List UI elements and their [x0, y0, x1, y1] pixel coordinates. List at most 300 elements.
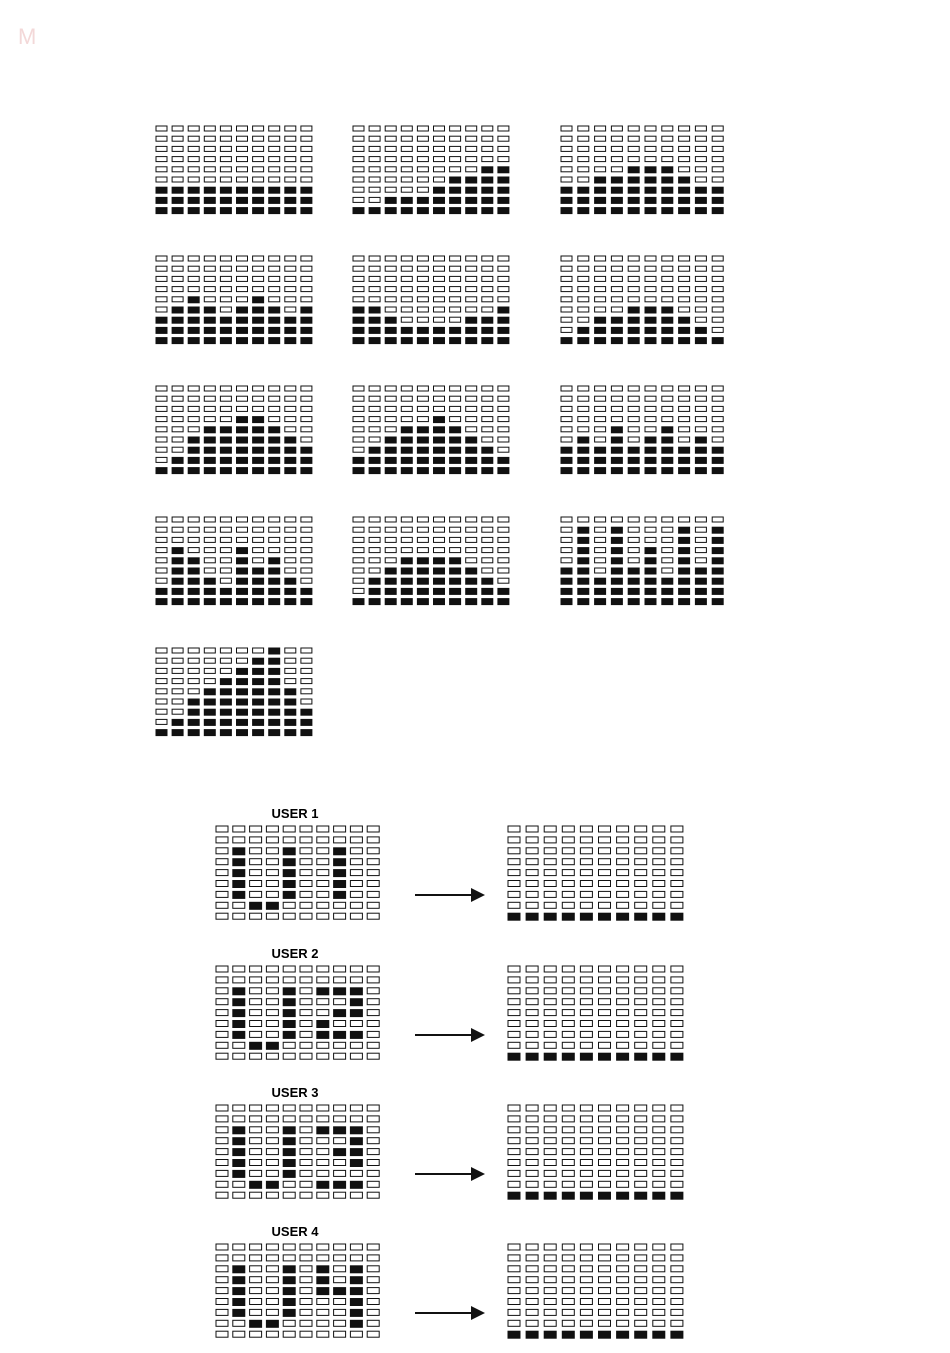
- led-cell-on: [578, 457, 589, 463]
- led-cell-off: [237, 648, 248, 653]
- led-cell-off: [434, 157, 445, 162]
- led-cell-off: [695, 157, 706, 162]
- led-cell-off: [695, 517, 706, 522]
- led-cell-off: [544, 1042, 556, 1048]
- led-cell-off: [266, 1138, 278, 1144]
- led-cell-off: [233, 966, 245, 972]
- led-cell-off: [617, 1266, 629, 1272]
- led-cell-on: [237, 468, 248, 474]
- led-cell-off: [679, 126, 690, 131]
- led-cell-off: [250, 988, 262, 994]
- led-cell-off: [466, 527, 477, 532]
- led-cell-off: [369, 386, 380, 391]
- led-cell-off: [561, 177, 572, 182]
- led-cell-on: [266, 1042, 278, 1049]
- led-cell-off: [317, 1309, 329, 1315]
- led-cell-on: [156, 468, 167, 474]
- led-cell-off: [653, 1010, 665, 1016]
- led-cell-off: [561, 417, 572, 422]
- led-cell-off: [353, 527, 364, 532]
- led-cell-off: [250, 1105, 262, 1111]
- led-cell-off: [220, 648, 231, 653]
- led-cell-off: [204, 386, 215, 391]
- led-cell-on: [301, 588, 312, 594]
- led-cell-on: [237, 668, 248, 674]
- led-cell-off: [317, 902, 329, 908]
- led-cell-off: [544, 1320, 556, 1326]
- led-cell-on: [595, 187, 606, 193]
- led-cell-off: [526, 1149, 538, 1155]
- led-cell-off: [562, 859, 574, 865]
- led-cell-off: [498, 386, 509, 391]
- led-cell-off: [578, 307, 589, 312]
- led-cell-on: [498, 327, 509, 333]
- led-cell-off: [450, 266, 461, 271]
- led-cell-on: [450, 177, 461, 183]
- led-cell-off: [350, 1331, 362, 1337]
- led-cell-off: [526, 1031, 538, 1037]
- led-cell-off: [508, 988, 520, 994]
- led-cell-off: [300, 1244, 312, 1250]
- led-cell-off: [301, 658, 312, 663]
- led-cell-off: [367, 859, 379, 865]
- led-cell-on: [434, 327, 445, 333]
- led-cell-on: [417, 558, 428, 564]
- led-cell-off: [188, 679, 199, 684]
- led-cell-on: [662, 468, 673, 474]
- led-cell-off: [220, 527, 231, 532]
- led-cell-off: [417, 266, 428, 271]
- led-cell-on: [237, 699, 248, 705]
- led-cell-off: [580, 1105, 592, 1111]
- led-cell-on: [617, 913, 629, 920]
- led-cell-off: [544, 881, 556, 887]
- led-cell-off: [285, 297, 296, 302]
- led-cell-off: [253, 266, 264, 271]
- led-cell-off: [385, 307, 396, 312]
- led-cell-off: [188, 167, 199, 172]
- led-cell-on: [269, 689, 280, 695]
- led-cell-off: [628, 157, 639, 162]
- led-cell-off: [611, 157, 622, 162]
- led-cell-off: [250, 1149, 262, 1155]
- led-cell-off: [653, 977, 665, 983]
- led-cell-off: [172, 679, 183, 684]
- led-cell-on: [188, 197, 199, 203]
- led-cell-off: [628, 417, 639, 422]
- led-cell-off: [628, 256, 639, 261]
- led-cell-off: [334, 902, 346, 908]
- led-cell-on: [233, 891, 245, 898]
- led-cell-off: [220, 548, 231, 553]
- led-cell-on: [482, 338, 493, 344]
- led-cell-on: [498, 317, 509, 323]
- led-cell-off: [350, 1021, 362, 1027]
- led-cell-on: [695, 457, 706, 463]
- led-cell-off: [599, 1277, 611, 1283]
- led-cell-off: [220, 658, 231, 663]
- led-cell-off: [561, 126, 572, 131]
- led-cell-off: [172, 447, 183, 452]
- led-cell-off: [301, 437, 312, 442]
- led-cell-off: [353, 287, 364, 292]
- led-cell-off: [562, 1160, 574, 1166]
- led-cell-off: [220, 668, 231, 673]
- led-cell-off: [353, 187, 364, 192]
- led-cell-off: [353, 197, 364, 202]
- led-cell-off: [434, 317, 445, 322]
- led-cell-on: [253, 197, 264, 203]
- led-cell-on: [580, 1192, 592, 1199]
- led-cell-on: [434, 437, 445, 443]
- led-cell-off: [269, 386, 280, 391]
- led-cell-on: [434, 468, 445, 474]
- led-cell-off: [580, 1266, 592, 1272]
- led-cell-off: [300, 826, 312, 832]
- led-cell-on: [385, 197, 396, 203]
- led-cell-off: [156, 146, 167, 151]
- led-cell-off: [300, 1010, 312, 1016]
- led-cell-off: [285, 568, 296, 573]
- led-cell-off: [628, 386, 639, 391]
- led-cell-off: [599, 1127, 611, 1133]
- led-cell-on: [544, 913, 556, 920]
- led-cell-on: [635, 1053, 647, 1060]
- led-cell-off: [712, 126, 723, 131]
- led-cell-on: [417, 427, 428, 433]
- led-cell-on: [466, 338, 477, 344]
- led-cell-off: [434, 406, 445, 411]
- led-cell-off: [156, 668, 167, 673]
- led-cell-off: [385, 396, 396, 401]
- led-cell-off: [269, 167, 280, 172]
- led-cell-off: [562, 870, 574, 876]
- led-cell-on: [611, 177, 622, 183]
- led-cell-off: [417, 417, 428, 422]
- led-cell-on: [434, 578, 445, 584]
- led-cell-on: [679, 599, 690, 605]
- led-cell-off: [635, 902, 647, 908]
- led-cell-off: [253, 276, 264, 281]
- led-cell-off: [367, 1053, 379, 1059]
- led-cell-off: [369, 527, 380, 532]
- led-cell-off: [450, 406, 461, 411]
- led-cell-on: [417, 568, 428, 574]
- led-cell-on: [204, 709, 215, 715]
- eq-preset-grid-svg: [155, 647, 313, 736]
- led-cell-off: [172, 658, 183, 663]
- led-cell-off: [237, 406, 248, 411]
- led-cell-off: [599, 1042, 611, 1048]
- led-cell-off: [233, 1042, 245, 1048]
- led-cell-off: [671, 1021, 683, 1027]
- flat-eq-grid-svg: [507, 965, 684, 1060]
- led-cell-off: [172, 668, 183, 673]
- led-cell-off: [544, 1309, 556, 1315]
- led-cell-off: [466, 406, 477, 411]
- led-cell-on: [253, 719, 264, 725]
- led-cell-off: [417, 537, 428, 542]
- led-cell-off: [508, 1266, 520, 1272]
- led-cell-off: [367, 902, 379, 908]
- led-cell-on: [434, 417, 445, 423]
- led-cell-on: [482, 588, 493, 594]
- led-cell-on: [628, 588, 639, 594]
- led-cell-off: [562, 1010, 574, 1016]
- led-cell-on: [204, 338, 215, 344]
- led-cell-off: [562, 999, 574, 1005]
- led-cell-off: [617, 1255, 629, 1261]
- led-cell-off: [578, 317, 589, 322]
- led-cell-off: [482, 437, 493, 442]
- led-cell-off: [285, 157, 296, 162]
- led-cell-off: [334, 1138, 346, 1144]
- led-cell-on: [645, 457, 656, 463]
- led-cell-off: [250, 891, 262, 897]
- led-cell-off: [233, 1105, 245, 1111]
- led-cell-off: [562, 977, 574, 983]
- led-cell-off: [353, 396, 364, 401]
- led-cell-on: [204, 208, 215, 214]
- led-cell-off: [562, 1021, 574, 1027]
- led-cell-off: [401, 187, 412, 192]
- led-cell-off: [300, 1105, 312, 1111]
- led-cell-on: [434, 427, 445, 433]
- led-cell-off: [599, 1170, 611, 1176]
- led-cell-off: [580, 1277, 592, 1283]
- led-cell-on: [334, 848, 346, 855]
- led-cell-off: [611, 287, 622, 292]
- led-cell-on: [237, 417, 248, 423]
- led-cell-on: [434, 568, 445, 574]
- led-cell-on: [285, 197, 296, 203]
- led-cell-off: [401, 287, 412, 292]
- led-cell-on: [204, 327, 215, 333]
- led-cell-on: [645, 558, 656, 564]
- led-cell-on: [401, 427, 412, 433]
- led-cell-off: [188, 266, 199, 271]
- led-cell-on: [353, 307, 364, 313]
- led-cell-on: [645, 317, 656, 323]
- led-cell-off: [156, 396, 167, 401]
- led-cell-off: [653, 859, 665, 865]
- led-cell-on: [269, 307, 280, 313]
- led-cell-off: [253, 167, 264, 172]
- led-cell-off: [188, 177, 199, 182]
- led-cell-on: [253, 208, 264, 214]
- led-cell-off: [300, 870, 312, 876]
- user-preset-grid-svg: [215, 1104, 380, 1199]
- led-cell-off: [300, 1266, 312, 1272]
- led-cell-off: [526, 1010, 538, 1016]
- led-cell-on: [599, 1331, 611, 1338]
- led-cell-off: [266, 1170, 278, 1176]
- led-cell-on: [628, 457, 639, 463]
- led-cell-off: [617, 1105, 629, 1111]
- led-cell-off: [237, 146, 248, 151]
- led-cell-off: [450, 386, 461, 391]
- led-cell-on: [283, 988, 295, 995]
- led-cell-off: [561, 276, 572, 281]
- eq-preset-grid: [155, 385, 313, 474]
- led-cell-off: [450, 287, 461, 292]
- led-cell-off: [367, 977, 379, 983]
- led-cell-off: [434, 167, 445, 172]
- led-cell-on: [712, 578, 723, 584]
- led-cell-off: [599, 870, 611, 876]
- led-cell-off: [285, 126, 296, 131]
- led-cell-on: [285, 709, 296, 715]
- led-cell-off: [653, 837, 665, 843]
- led-cell-off: [482, 548, 493, 553]
- led-cell-off: [498, 527, 509, 532]
- led-cell-on: [561, 588, 572, 594]
- led-cell-off: [204, 266, 215, 271]
- led-cell-off: [628, 276, 639, 281]
- led-cell-off: [562, 1255, 574, 1261]
- led-cell-off: [350, 977, 362, 983]
- led-cell-off: [188, 157, 199, 162]
- led-cell-on: [679, 327, 690, 333]
- led-cell-off: [599, 977, 611, 983]
- led-cell-on: [253, 568, 264, 574]
- led-cell-off: [417, 167, 428, 172]
- led-cell-off: [617, 881, 629, 887]
- led-cell-off: [498, 568, 509, 573]
- led-cell-off: [253, 386, 264, 391]
- led-cell-off: [156, 276, 167, 281]
- led-cell-off: [671, 1116, 683, 1122]
- led-cell-off: [369, 276, 380, 281]
- led-cell-off: [544, 902, 556, 908]
- led-cell-off: [188, 406, 199, 411]
- led-cell-off: [188, 287, 199, 292]
- led-cell-off: [645, 386, 656, 391]
- led-cell-off: [599, 966, 611, 972]
- led-cell-off: [220, 307, 231, 312]
- led-cell-on: [301, 317, 312, 323]
- led-cell-on: [188, 730, 199, 736]
- led-cell-off: [172, 417, 183, 422]
- led-cell-off: [216, 902, 228, 908]
- flat-eq-grid-svg: [507, 1104, 684, 1199]
- led-cell-off: [253, 287, 264, 292]
- led-cell-off: [204, 406, 215, 411]
- led-cell-off: [562, 1127, 574, 1133]
- led-cell-off: [204, 648, 215, 653]
- led-cell-on: [417, 338, 428, 344]
- led-cell-off: [599, 1299, 611, 1305]
- led-cell-off: [401, 167, 412, 172]
- led-cell-on: [401, 599, 412, 605]
- led-cell-off: [172, 266, 183, 271]
- led-cell-off: [253, 537, 264, 542]
- led-cell-off: [334, 1192, 346, 1198]
- led-cell-off: [482, 287, 493, 292]
- led-cell-off: [369, 187, 380, 192]
- led-cell-off: [498, 578, 509, 583]
- led-cell-off: [635, 891, 647, 897]
- led-cell-on: [220, 457, 231, 463]
- led-cell-on: [172, 468, 183, 474]
- led-cell-off: [580, 1181, 592, 1187]
- led-cell-off: [156, 568, 167, 573]
- led-cell-off: [266, 1266, 278, 1272]
- led-cell-off: [353, 417, 364, 422]
- led-cell-off: [695, 297, 706, 302]
- led-cell-off: [712, 396, 723, 401]
- led-cell-on: [172, 588, 183, 594]
- led-cell-off: [266, 1309, 278, 1315]
- led-cell-off: [401, 177, 412, 182]
- led-cell-off: [401, 386, 412, 391]
- led-cell-off: [450, 548, 461, 553]
- led-cell-on: [220, 447, 231, 453]
- led-cell-off: [580, 1031, 592, 1037]
- led-cell-on: [466, 578, 477, 584]
- led-cell-off: [635, 859, 647, 865]
- led-cell-on: [466, 457, 477, 463]
- led-cell-off: [300, 1170, 312, 1176]
- led-cell-off: [599, 1105, 611, 1111]
- led-cell-off: [671, 1244, 683, 1250]
- led-cell-off: [172, 297, 183, 302]
- led-cell-off: [628, 537, 639, 542]
- led-cell-off: [237, 167, 248, 172]
- led-cell-off: [653, 1127, 665, 1133]
- led-cell-off: [334, 999, 346, 1005]
- led-cell-off: [578, 266, 589, 271]
- led-cell-on: [253, 187, 264, 193]
- led-cell-on: [662, 197, 673, 203]
- led-cell-off: [401, 146, 412, 151]
- led-cell-off: [266, 1105, 278, 1111]
- led-cell-on: [269, 648, 280, 654]
- led-cell-on: [695, 208, 706, 214]
- led-cell-on: [662, 187, 673, 193]
- led-cell-off: [300, 881, 312, 887]
- led-cell-off: [482, 276, 493, 281]
- led-cell-off: [671, 966, 683, 972]
- led-cell-off: [216, 1255, 228, 1261]
- led-cell-off: [300, 1255, 312, 1261]
- led-cell-on: [385, 338, 396, 344]
- led-cell-on: [253, 679, 264, 685]
- led-cell-on: [578, 599, 589, 605]
- led-cell-on: [369, 468, 380, 474]
- led-cell-on: [350, 1266, 362, 1273]
- led-cell-off: [216, 1244, 228, 1250]
- led-cell-off: [562, 826, 574, 832]
- led-cell-off: [635, 988, 647, 994]
- led-cell-off: [253, 157, 264, 162]
- led-cell-off: [498, 126, 509, 131]
- led-cell-off: [156, 648, 167, 653]
- led-cell-on: [253, 699, 264, 705]
- led-cell-off: [172, 648, 183, 653]
- led-cell-on: [188, 558, 199, 564]
- led-cell-on: [266, 1181, 278, 1188]
- led-cell-on: [350, 1288, 362, 1295]
- eq-preset-grid-svg: [155, 385, 313, 474]
- led-cell-off: [367, 1149, 379, 1155]
- led-cell-on: [434, 457, 445, 463]
- led-cell-off: [562, 1181, 574, 1187]
- led-cell-off: [367, 1192, 379, 1198]
- led-cell-off: [635, 1160, 647, 1166]
- led-cell-off: [617, 1010, 629, 1016]
- led-cell-on: [156, 338, 167, 344]
